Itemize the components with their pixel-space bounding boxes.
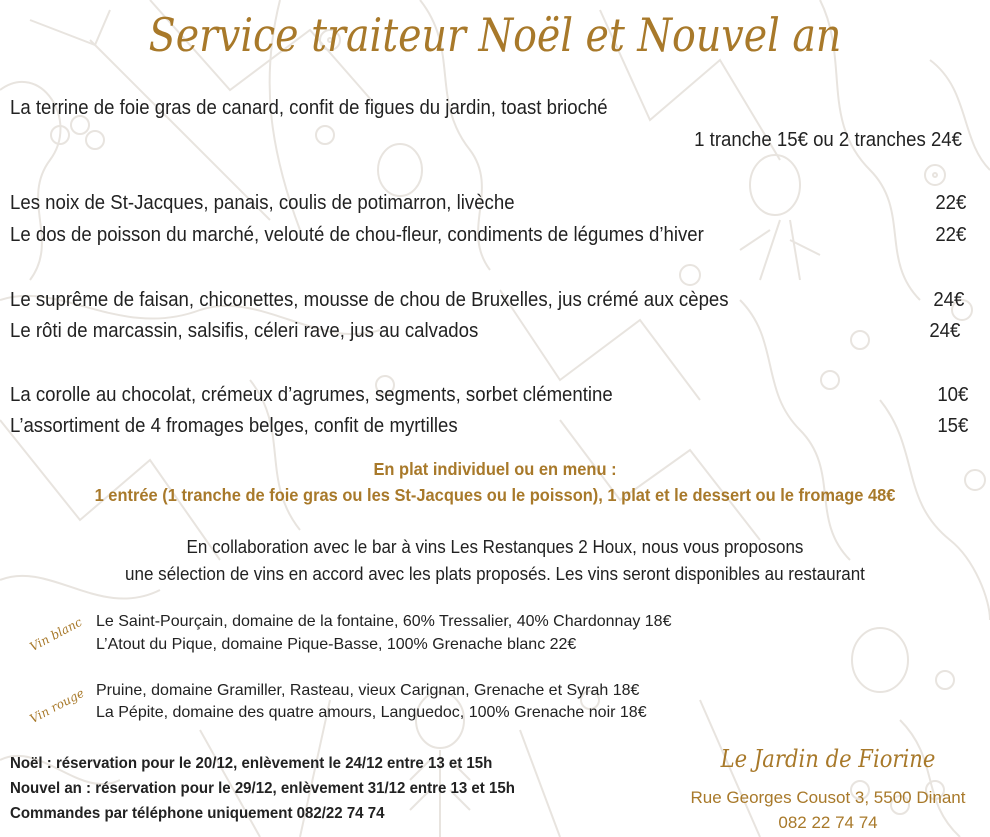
dish-main-price: 24€ bbox=[928, 320, 960, 342]
dish-starter-price: 22€ bbox=[934, 224, 966, 246]
collaboration-text-line2: une sélection de vins en accord avec les plats proposés. Les vins seront disponibles au restaurant bbox=[125, 563, 865, 584]
restaurant-address: Rue Georges Cousot 3, 5500 Dinant bbox=[690, 788, 966, 807]
wine-white-label: Vin blanc bbox=[27, 614, 85, 654]
formula-details: 1 entrée (1 tranche de foie gras ou les St-Jacques ou le poisson), 1 plat et le dessert ou le fromage 48€ bbox=[94, 485, 896, 505]
info-new-year: Nouvel an : réservation pour le 29/12, enlèvement 31/12 entre 13 et 15h bbox=[10, 780, 515, 797]
dish-foie-gras-name: La terrine de foie gras de canard, confit de figues du jardin, toast brioché bbox=[10, 97, 608, 119]
dish-foie-gras-price: 1 tranche 15€ ou 2 tranches 24€ bbox=[694, 129, 962, 151]
info-christmas: Noël : réservation pour le 20/12, enlèvement le 24/12 entre 13 et 15h bbox=[10, 755, 493, 772]
collaboration-text-line1: En collaboration avec le bar à vins Les Restanques 2 Houx, nous vous proposons bbox=[186, 536, 804, 557]
wine-white-item: L’Atout du Pique, domaine Pique-Basse, 100% Grenache blanc 22€ bbox=[96, 636, 577, 653]
dish-main-price: 24€ bbox=[932, 289, 964, 311]
wine-red-label: Vin rouge bbox=[27, 685, 87, 726]
dish-dessert-name: La corolle au chocolat, crémeux d’agrumes, segments, sorbet clémentine bbox=[10, 384, 613, 406]
dish-dessert-name: L’assortiment de 4 fromages belges, confit de myrtilles bbox=[10, 415, 458, 437]
formula-heading: En plat individuel ou en menu : bbox=[373, 459, 617, 479]
dish-starter-name: Le dos de poisson du marché, velouté de chou-fleur, condiments de légumes d’hiver bbox=[10, 224, 704, 246]
dish-main-name: Le suprême de faisan, chiconettes, mousse de chou de Bruxelles, jus crémé aux cèpes bbox=[10, 289, 729, 311]
page-title: Service traiteur Noël et Nouvel an bbox=[148, 8, 842, 62]
dish-dessert-price: 10€ bbox=[936, 384, 968, 406]
wine-white-item: Le Saint-Pourçain, domaine de la fontaine, 60% Tressalier, 40% Chardonnay 18€ bbox=[96, 613, 672, 630]
dish-starter-name: Les noix de St-Jacques, panais, coulis de potimarron, livèche bbox=[10, 192, 515, 214]
dish-starter-price: 22€ bbox=[934, 192, 966, 214]
restaurant-name: Le Jardin de Fiorine bbox=[720, 745, 936, 773]
wine-red-item: La Pépite, domaine des quatre amours, Languedoc, 100% Grenache noir 18€ bbox=[96, 704, 647, 721]
restaurant-phone: 082 22 74 74 bbox=[778, 813, 878, 832]
dish-dessert-price: 15€ bbox=[936, 415, 968, 437]
dish-main-name: Le rôti de marcassin, salsifis, céleri rave, jus au calvados bbox=[10, 320, 479, 342]
wine-red-item: Pruine, domaine Gramiller, Rasteau, vieux Carignan, Grenache et Syrah 18€ bbox=[96, 682, 640, 699]
info-orders-phone: Commandes par téléphone uniquement 082/22 74 74 bbox=[10, 805, 385, 822]
